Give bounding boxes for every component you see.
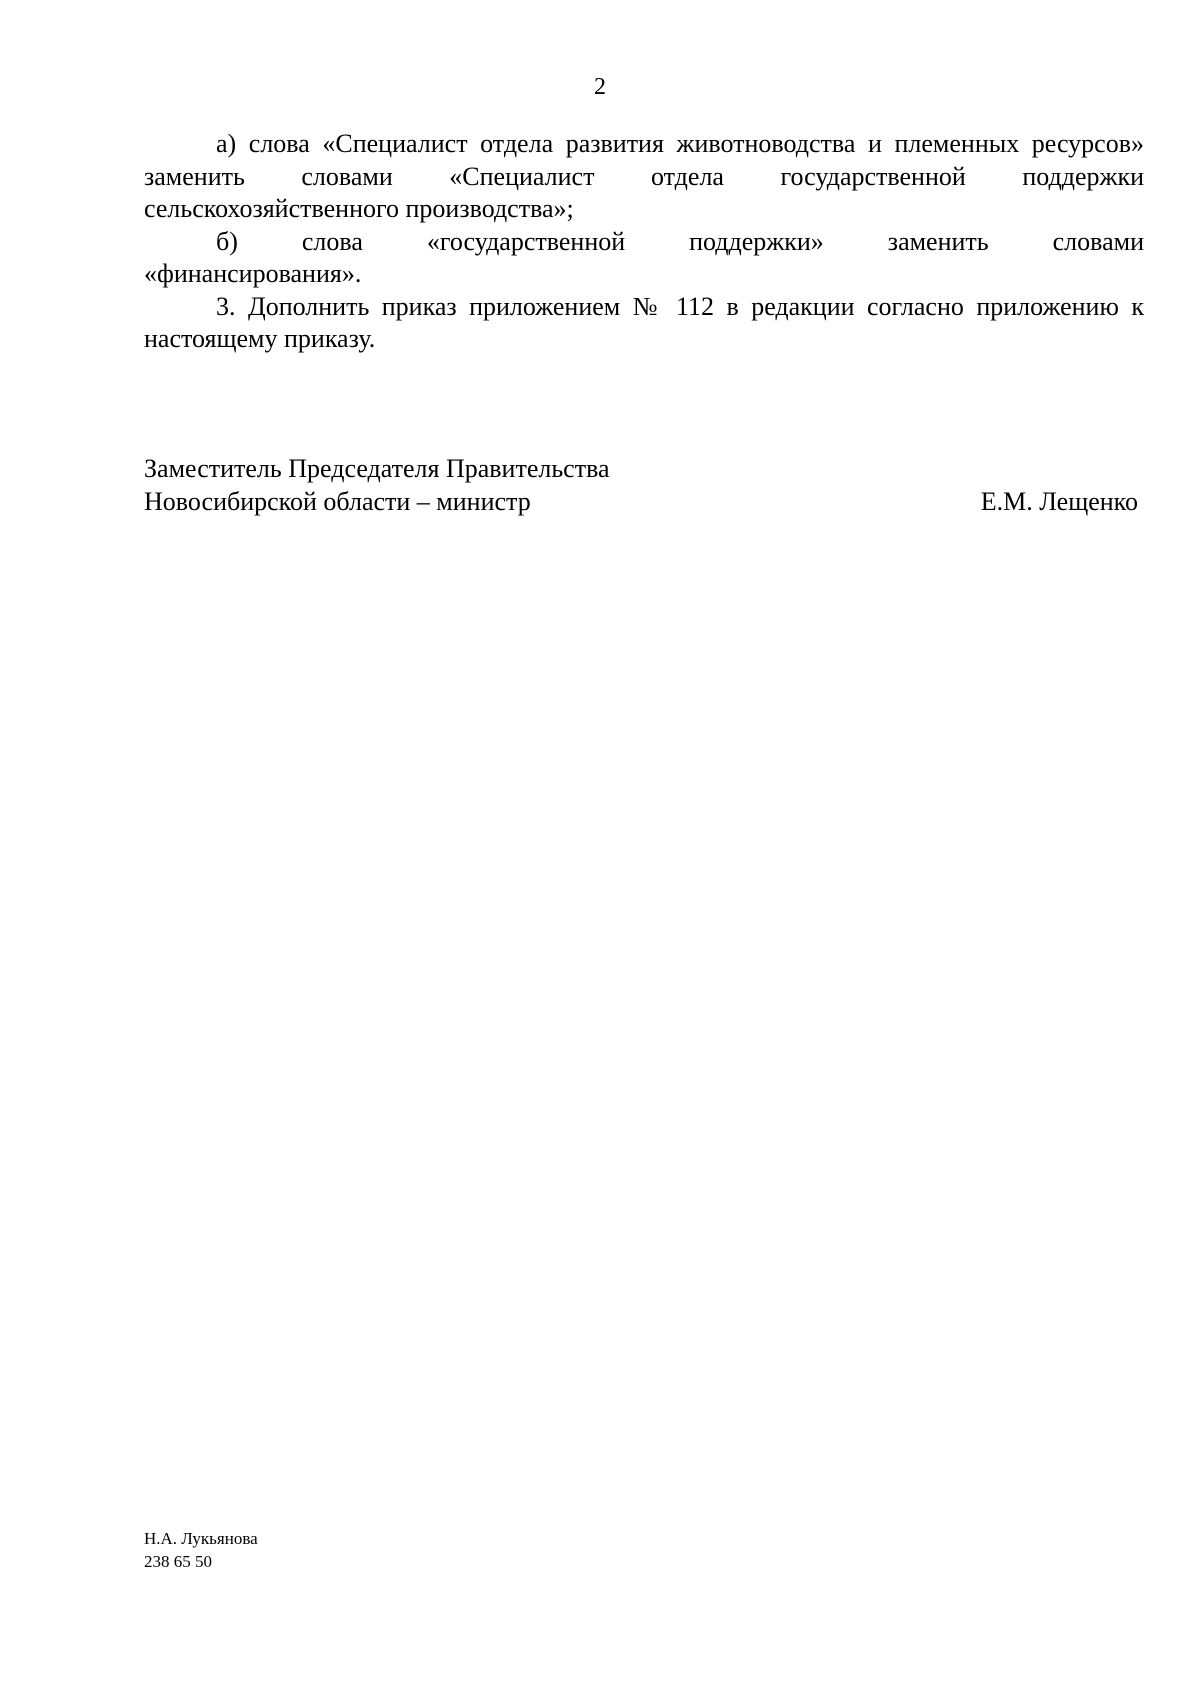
page-number: 2 — [594, 74, 606, 100]
signature-block — [144, 453, 1140, 518]
paragraph-item-3: 3. Дополнить приказ приложением № 112 в редакции согласно приложению к настоящему приказу. — [144, 291, 1144, 353]
signatory-name: Е.М. Лещенко — [980, 486, 1138, 516]
paragraph-b-line1: б) слова «государственной поддержки» заменить словами — [216, 226, 1144, 256]
signature-position-line-1 — [144, 453, 1140, 486]
signature-position-2: Новосибирской области – министр — [144, 486, 531, 516]
executor-block — [144, 1527, 258, 1573]
signature-position-line-2 — [144, 486, 1140, 519]
executor-phone: 238 65 50 — [144, 1552, 212, 1571]
signature-position-1: Заместитель Председателя Правительства — [144, 454, 610, 483]
executor-name: Н.А. Лукьянова — [144, 1529, 258, 1548]
document-body — [144, 128, 1144, 356]
paragraph-a: а) слова «Специалист отдела развития животноводства и племенных ресурсов» заменить словами «Специалист отдела государственной поддержки сельскохозяйственного производства»; — [144, 129, 1144, 223]
paragraph-b-line2: «финансирования». — [144, 259, 362, 288]
